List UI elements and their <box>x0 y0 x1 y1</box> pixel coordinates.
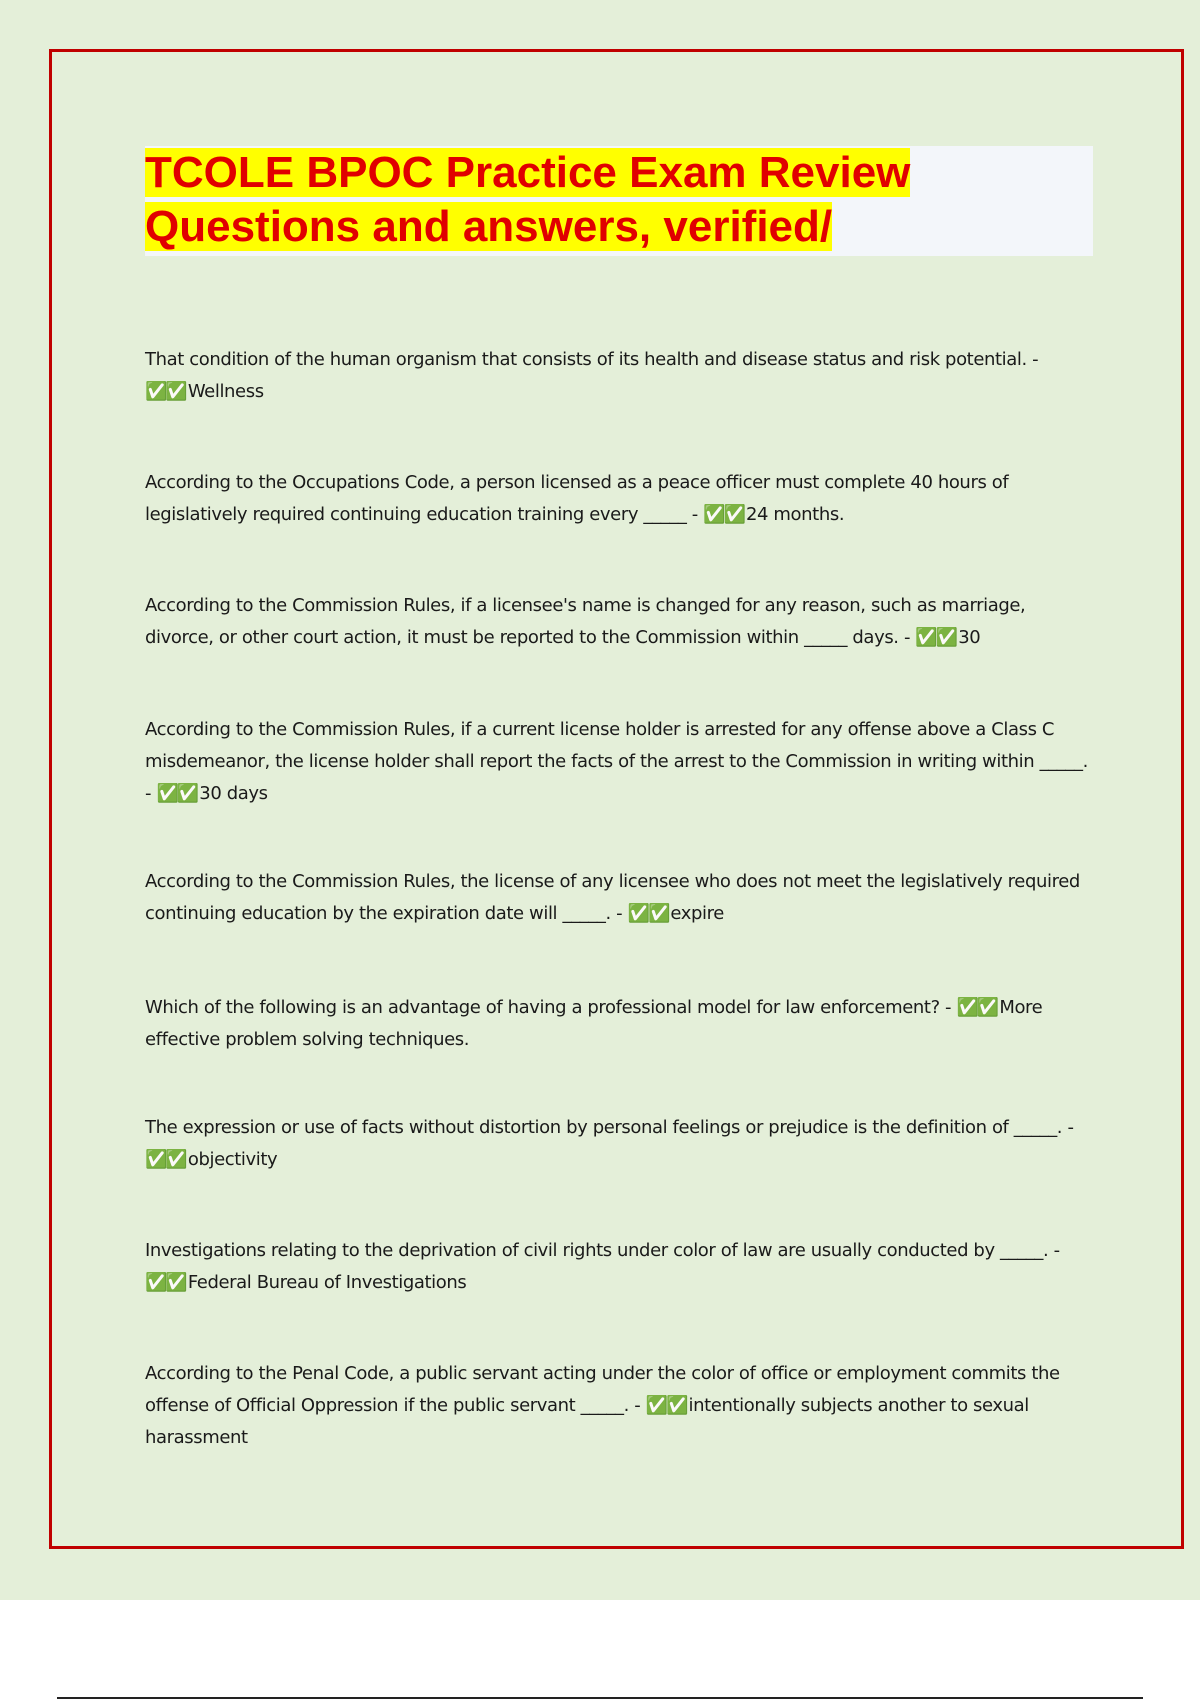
question-text: According to the Penal Code, a public servant acting under the color of office or employment commits the offense of Official Oppression if the public servant _____. - <box>145 1363 1060 1416</box>
title-line-1: TCOLE BPOC Practice Exam Review <box>145 148 911 197</box>
question-text: Investigations relating to the deprivation of civil rights under color of law are usually conducted by _____. - <box>145 1240 1060 1261</box>
double-check-icon: ✅✅ <box>627 903 669 924</box>
question-text: According to the Commission Rules, if a licensee's name is changed for any reason, such as marriage, divorce, or other court action, it must be reported to the Commission within _____ days. - <box>145 595 1026 648</box>
question-text: The expression or use of facts without distortion by personal feelings or prejudice is the definition of _____. - <box>145 1117 1074 1138</box>
qa-item-5 <box>145 866 1093 930</box>
title-line-2: Questions and answers, verified/ <box>145 202 833 251</box>
question-text: That condition of the human organism that consists of its health and disease status and risk potential. - <box>145 349 1039 370</box>
double-check-icon: ✅✅ <box>156 783 198 804</box>
document-title <box>145 146 1093 254</box>
answer-text: objectivity <box>187 1149 278 1170</box>
qa-item-2 <box>145 467 1093 531</box>
answer-text: More effective problem solving techniques. <box>145 997 1043 1050</box>
double-check-icon: ✅✅ <box>145 1272 186 1293</box>
answer-text: 30 <box>958 627 981 648</box>
question-text: According to the Commission Rules, the license of any licensee who does not meet the legislatively required continuing education by the expiration date will _____. - <box>145 871 1080 924</box>
double-check-icon: ✅✅ <box>956 997 998 1018</box>
footer-rule <box>57 1697 1143 1699</box>
qa-item-9 <box>145 1358 1093 1454</box>
answer-text: Wellness <box>187 381 264 402</box>
answer-text: intentionally subjects another to sexual harassment <box>145 1395 1029 1448</box>
double-check-icon: ✅✅ <box>145 1149 186 1170</box>
double-check-icon: ✅✅ <box>645 1395 687 1416</box>
qa-item-6 <box>145 992 1093 1056</box>
answer-text: 24 months. <box>746 504 845 525</box>
question-text: According to the Commission Rules, if a current license holder is arrested for any offense above a Class C misdemeanor, the license holder shall report the facts of the arrest to the Commission in writing within _____. - <box>145 719 1088 804</box>
title-block <box>145 146 1093 256</box>
answer-text: expire <box>670 903 724 924</box>
double-check-icon: ✅✅ <box>915 627 957 648</box>
qa-item-8 <box>145 1235 1093 1299</box>
qa-item-4 <box>145 714 1093 810</box>
qa-item-7 <box>145 1112 1093 1176</box>
answer-text: 30 days <box>199 783 268 804</box>
question-text: Which of the following is an advantage of having a professional model for law enforcement? - <box>145 997 952 1018</box>
qa-item-1 <box>145 344 1093 408</box>
question-text: According to the Occupations Code, a person licensed as a peace officer must complete 40 hours of legislatively required continuing education training every _____ - <box>145 472 1009 525</box>
double-check-icon: ✅✅ <box>703 504 744 525</box>
double-check-icon: ✅✅ <box>145 381 186 402</box>
qa-item-3 <box>145 590 1093 654</box>
answer-text: Federal Bureau of Investigations <box>187 1272 467 1293</box>
